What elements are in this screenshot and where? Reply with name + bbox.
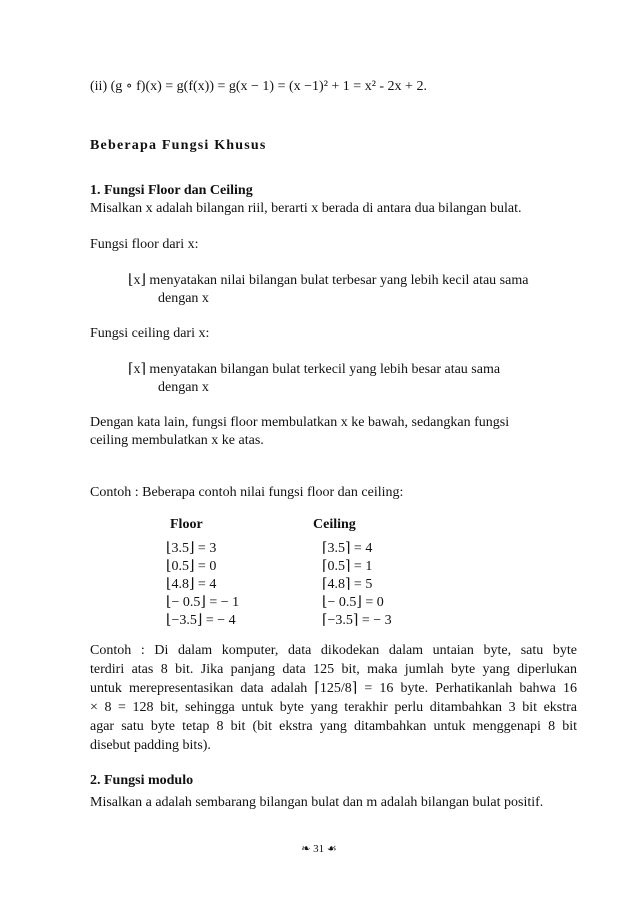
other-words-text-1: Dengan kata lain, fungsi floor membulatkan x ke bawah, sedangkan fungsi <box>90 415 510 430</box>
example-2-line: untuk merepresentasikan data adalah ⌈125/8⌉ = 16 byte. Perhatikanlah bahwa 16 <box>90 681 577 696</box>
ceiling-definition-text-2: dengan x <box>158 380 209 395</box>
ceiling-label-text: Fungsi ceiling dari x: <box>90 326 210 341</box>
ceiling-row: ⌈0.5⌉ = 1 <box>322 559 373 574</box>
ceiling-row: ⌈3.5⌉ = 4 <box>322 541 373 556</box>
example-2-paragraph <box>90 641 577 755</box>
ceiling-definition-line-1 <box>128 361 500 379</box>
subsection-2-intro-text: Misalkan a adalah sembarang bilangan bulat dan m adalah bilangan bulat positif. <box>90 795 544 810</box>
floor-column-header <box>170 516 203 534</box>
example-2-line: disebut padding bits). <box>90 738 211 753</box>
left-ornament-icon: ❧ <box>301 843 311 855</box>
example-2-line: agar satu byte tetap 8 bit (bit ekstra yang ditambahkan untuk menggenapi 8 bit <box>90 719 577 734</box>
section-heading <box>90 137 267 155</box>
ceiling-row: ⌊− 0.5⌋ = 0 <box>322 595 384 610</box>
formula-ii <box>90 78 427 96</box>
floor-definition-text-2: dengan x <box>158 291 209 306</box>
floor-definition-text-1: ⌊x⌋ menyatakan nilai bilangan bulat terbesar yang lebih kecil atau sama <box>128 273 529 288</box>
example-1-intro-text: Contoh : Beberapa contoh nilai fungsi floor dan ceiling: <box>90 485 404 500</box>
floor-label-text: Fungsi floor dari x: <box>90 237 199 252</box>
subsection-1-title <box>90 182 253 200</box>
floor-row: ⌊0.5⌋ = 0 <box>166 559 217 574</box>
subsection-2-intro <box>90 794 543 812</box>
example-2-line: × 8 = 128 bit, sehingga untuk byte yang terakhir perlu ditambahkan 3 bit ekstra <box>90 700 577 715</box>
ceiling-column-header <box>313 516 356 534</box>
other-words-line-1 <box>90 414 509 432</box>
ceiling-label <box>90 325 209 343</box>
subsection-1-intro-text: Misalkan x adalah bilangan riil, berarti x berada di antara dua bilangan bulat. <box>90 201 522 216</box>
floor-header-text: Floor <box>170 517 203 532</box>
floor-row: ⌊− 0.5⌋ = − 1 <box>166 595 240 610</box>
example-2-line: terdiri atas 8 bit. Jika panjang data 125 bit, maka jumlah byte yang diperlukan <box>90 662 577 677</box>
right-ornament-icon: ☙ <box>326 843 337 855</box>
ceiling-row: ⌈4.8⌉ = 5 <box>322 577 373 592</box>
other-words-text-2: ceiling membulatkan x ke atas. <box>90 433 264 448</box>
floor-definition-line-1 <box>128 272 528 290</box>
example-1-intro <box>90 484 403 502</box>
ceiling-definition-text-1: ⌈x⌉ menyatakan bilangan bulat terkecil yang lebih besar atau sama <box>128 362 501 377</box>
floor-row: ⌊4.8⌋ = 4 <box>166 577 217 592</box>
subsection-2-title-text: 2. Fungsi modulo <box>90 773 194 788</box>
subsection-1-intro <box>90 200 522 218</box>
section-heading-text: Beberapa Fungsi Khusus <box>90 138 267 153</box>
other-words-line-2 <box>90 432 264 450</box>
example-2-line: Contoh : Di dalam komputer, data dikodekan dalam untaian byte, satu byte <box>90 643 577 658</box>
floor-row: ⌊3.5⌋ = 3 <box>166 541 217 556</box>
page-footer <box>0 842 638 855</box>
page-number: 31 <box>313 843 325 855</box>
ceiling-column <box>322 540 392 630</box>
ceiling-definition-line-2 <box>158 379 209 397</box>
floor-column <box>166 540 239 630</box>
floor-label <box>90 236 199 254</box>
ceiling-header-text: Ceiling <box>313 517 356 532</box>
ceiling-row: ⌈−3.5⌉ = − 3 <box>322 613 392 628</box>
floor-definition-line-2 <box>158 290 209 308</box>
subsection-1-title-text: 1. Fungsi Floor dan Ceiling <box>90 183 253 198</box>
floor-row: ⌊−3.5⌋ = − 4 <box>166 613 236 628</box>
subsection-2-title <box>90 772 193 790</box>
formula-ii-text: (ii) (g ∘ f)(x) = g(f(x)) = g(x − 1) = (x −1)² + 1 = x² - 2x + 2. <box>90 79 427 94</box>
